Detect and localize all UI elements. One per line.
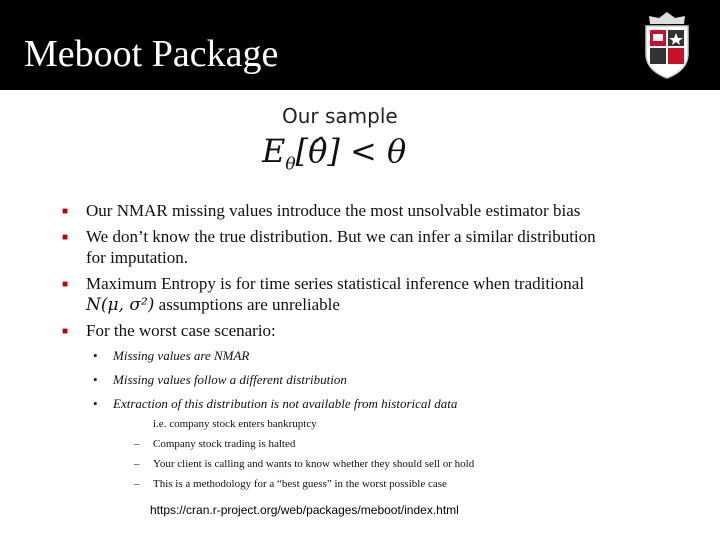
slide-title: Meboot Package — [24, 33, 279, 75]
sub-bullet-text: Extraction of this distribution is not available from historical data — [113, 396, 458, 411]
bullet-text: Maximum Entropy is for time series statistical inference when traditional — [86, 274, 585, 293]
bullet-continuation: for imputation. — [86, 248, 188, 267]
bullet-continuation: assumptions are unreliable — [154, 295, 340, 314]
square-bullet-icon: ■ — [62, 326, 69, 337]
source-url[interactable]: https://cran.r-project.org/web/packages/meboot/index.html — [150, 503, 459, 517]
square-bullet-icon: ■ — [62, 232, 69, 243]
university-crest-icon — [640, 10, 694, 80]
square-bullet-icon: ■ — [62, 279, 69, 290]
sub-bullet-text: Missing values follow a different distribution — [113, 372, 347, 387]
bullet-text: We don’t know the true distribution. But we can infer a similar distribution — [86, 227, 596, 246]
bias-formula — [262, 132, 406, 174]
example-line: i.e. company stock enters bankruptcy — [153, 418, 317, 430]
dot-bullet-icon: • — [93, 372, 98, 387]
dot-bullet-icon: • — [93, 396, 98, 411]
bullet-text: Our NMAR missing values introduce the most unsolvable estimator bias — [86, 201, 581, 220]
formula-subscript: θ — [285, 154, 296, 175]
dash-bullet-icon: – — [134, 438, 140, 450]
dash-item-text: This is a methodology for a “best guess” in the worst possible case — [153, 478, 447, 490]
formula-lhs: E — [262, 132, 286, 170]
formula-argument: [θ̂] — [295, 132, 340, 170]
bullet-continuation-line — [86, 294, 646, 316]
dash-bullet-icon: – — [134, 458, 140, 470]
square-bullet-icon: ■ — [62, 206, 69, 217]
formula-operator: < θ — [339, 132, 407, 170]
sample-subtitle: Our sample — [282, 104, 398, 128]
bullet-text: For the worst case scenario: — [86, 321, 276, 340]
dash-item-text: Company stock trading is halted — [153, 438, 296, 450]
title-bar — [0, 0, 720, 90]
dash-bullet-icon: – — [134, 478, 140, 490]
sub-bullet-text: Missing values are NMAR — [113, 348, 250, 363]
normal-distribution-notation: N(μ, σ²) — [86, 295, 155, 315]
dash-item-text: Your client is calling and wants to know whether they should sell or hold — [153, 458, 475, 470]
dot-bullet-icon: • — [93, 348, 98, 363]
